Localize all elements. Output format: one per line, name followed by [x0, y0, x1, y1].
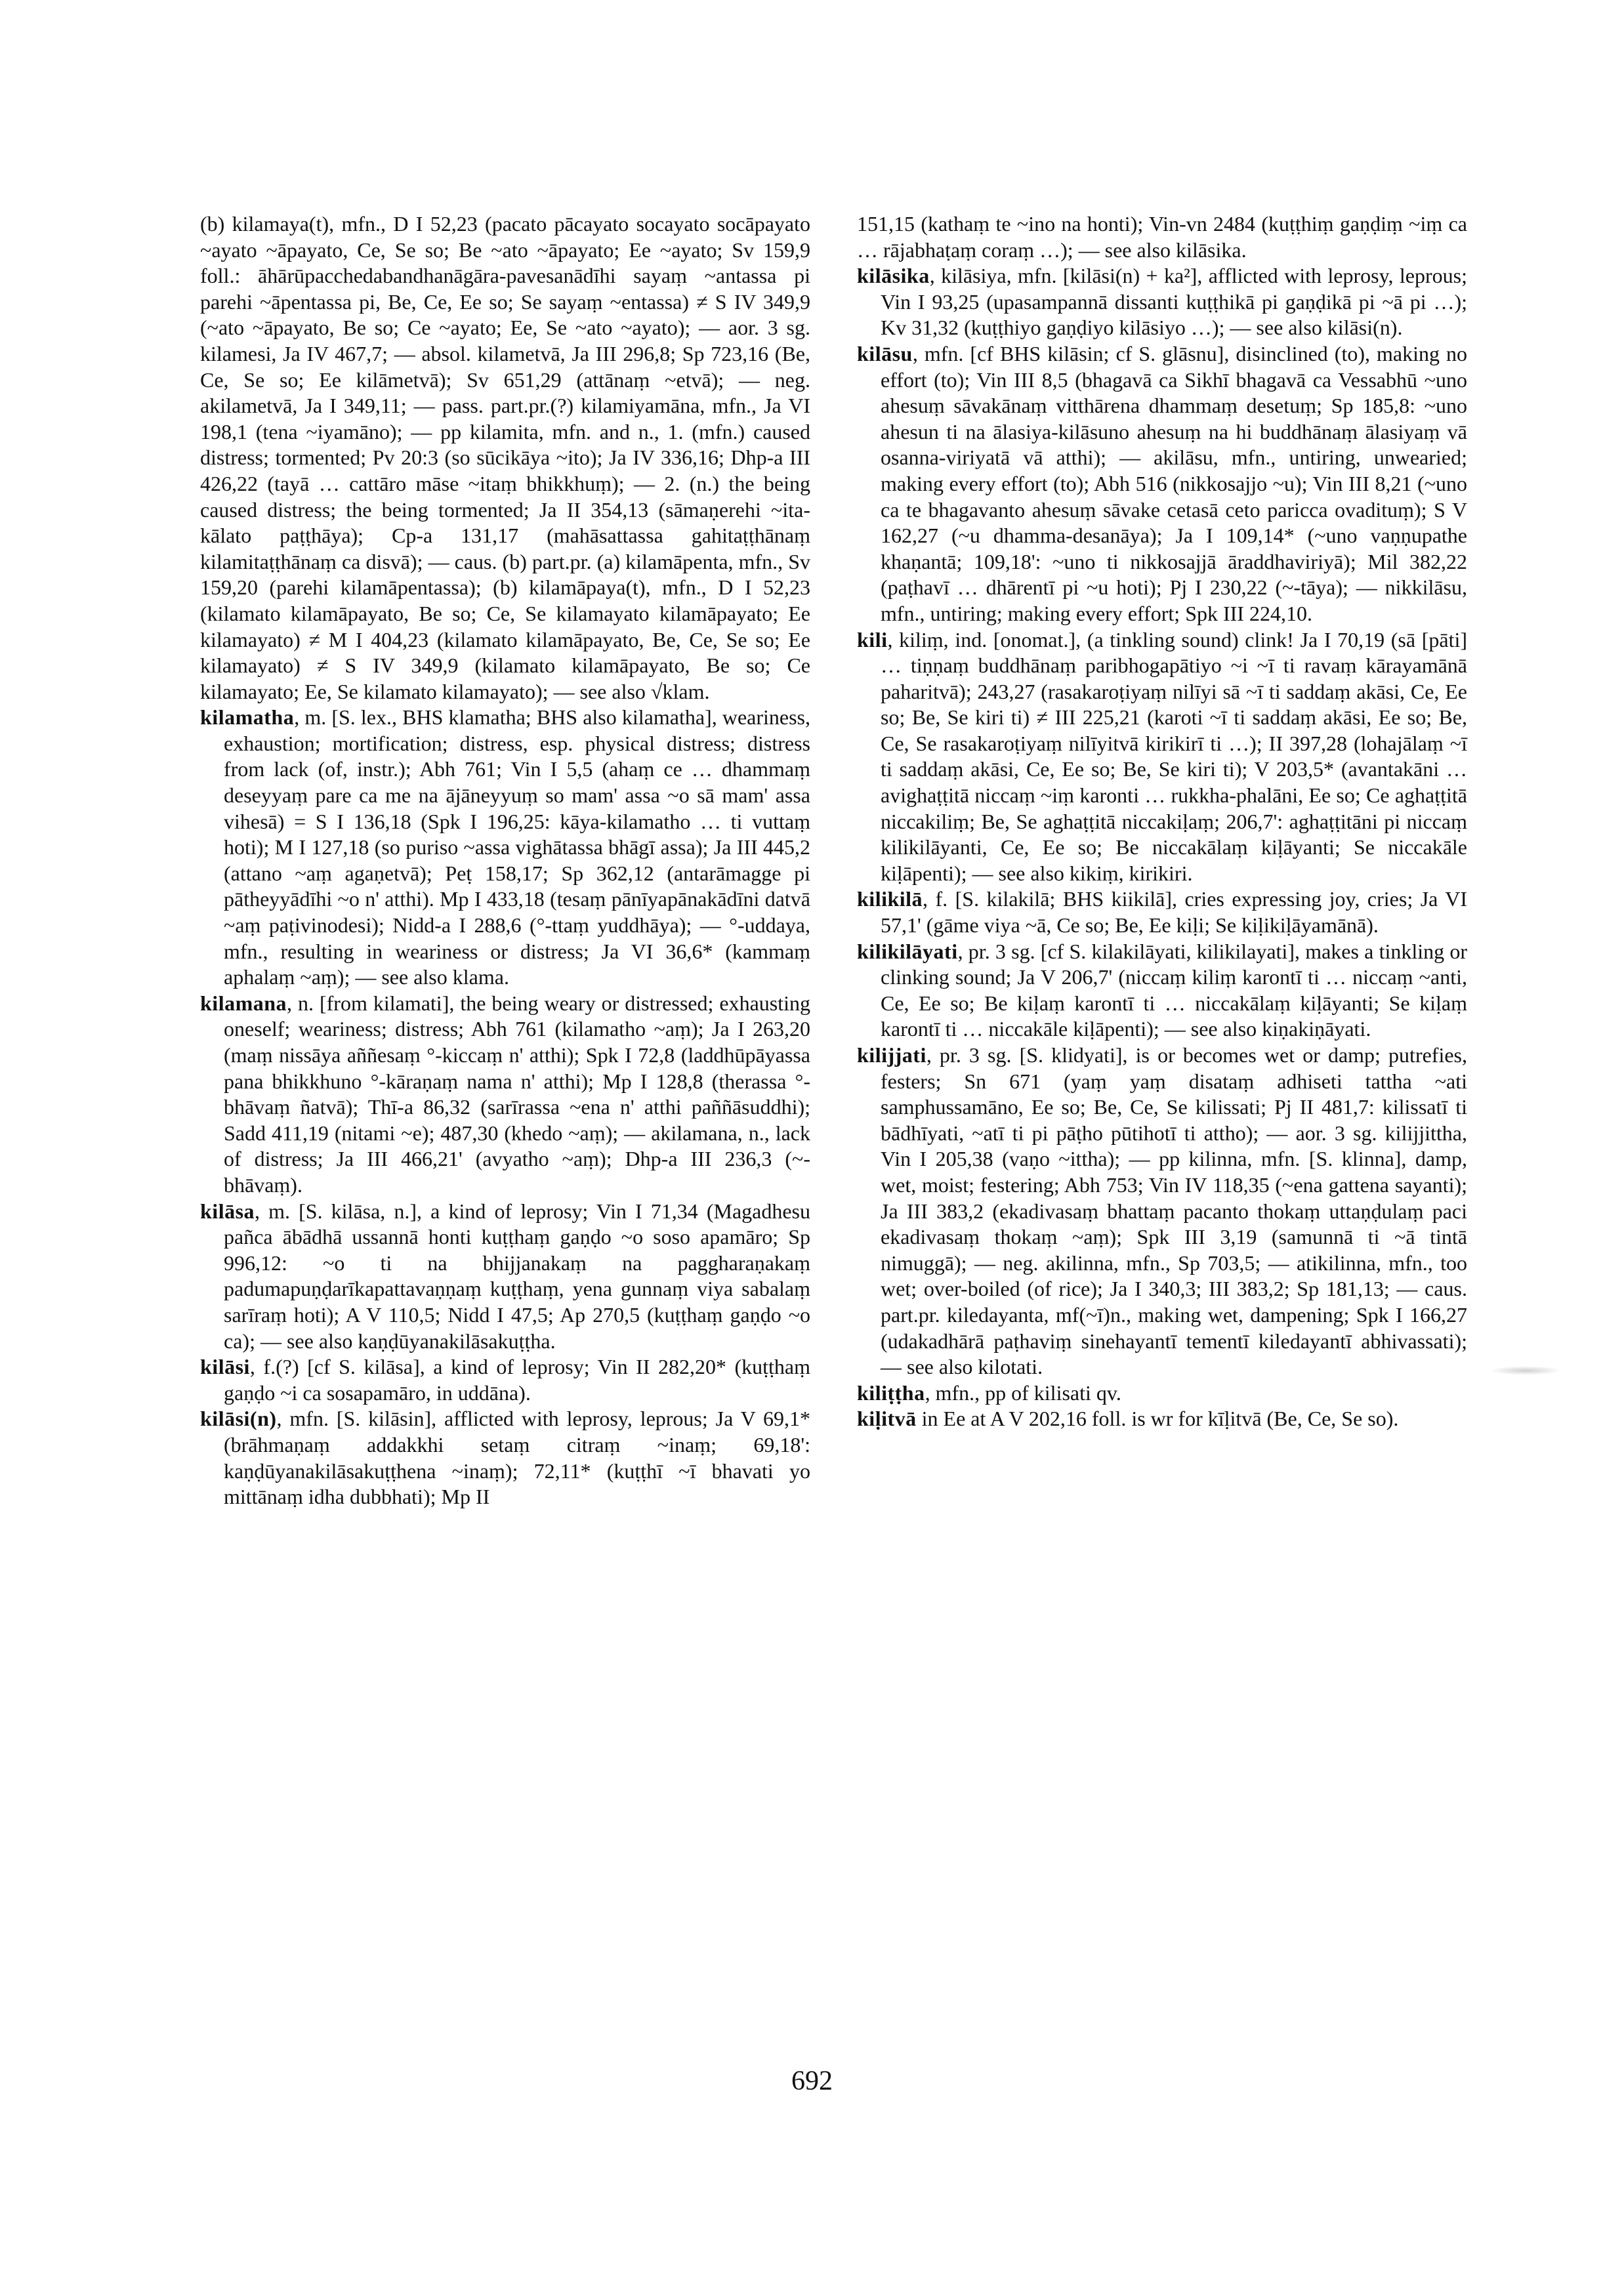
dictionary-entry: [857, 627, 1467, 887]
entry-headword: kilāsi: [200, 1355, 250, 1379]
entry-body: , kilāsiya, mfn. [kilāsi(n) + ka²], afflicted with leprosy, leprous; Vin I 93,25 (upasampannā dissanti kuṭṭhikā pi gaṇḍikā pi ~ā pi …); Kv 31,32 (kuṭṭhiyo gaṇḍiyo kilāsiyo …); — see also kilāsi(n).: [881, 264, 1467, 340]
dictionary-entry: [857, 1380, 1467, 1407]
scan-smudge: [1489, 1366, 1562, 1375]
dictionary-entry: [200, 1199, 810, 1355]
entry-body: , kiliṃ, ind. [onomat.], (a tinkling sound) clink! Ja I 70,19 (sā [pāti] … tiṇṇaṃ buddhānaṃ paribhogapātiyo ~i ~ī ti ravaṃ kārayamānā paharitvā); 243,27 (rasakaroṭiyaṃ nilīyi sā ~ī ti saddaṃ akāsi, Ce, Ee so; Be, Se kiri ti) ≠ III 225,21 (karoti ~ī ti saddaṃ akāsi, Ee so; Be, Ce, Se rasakaroṭiyaṃ nilīyitvā kirikirī ti …); II 397,28 (lohajālaṃ ~ī ti saddaṃ akāsi, Ce, Ee so; Be, Se kiri ti); V 203,5* (avantakāni … avighaṭṭitā niccaṃ ~iṃ karonti … rukkha-phalāni, Ee so; Ce aghaṭṭitā niccakiliṃ; Be, Se aghaṭṭitā niccakiḷaṃ; 206,7': aghaṭṭitāni pi niccaṃ kilikilāyanti, Ce, Ee so; Be niccakālaṃ kiḷāyanti; Se niccakāle kiḷāpenti); — see also kikiṃ, kirikiri.: [881, 627, 1467, 885]
entry-headword: kilāsi(n): [200, 1407, 277, 1431]
dictionary-entry: [200, 1354, 810, 1406]
dictionary-entry: [857, 886, 1467, 938]
entry-headword: kiliṭṭha: [857, 1380, 925, 1405]
entry-body: , f. [S. kilakilā; BHS kiikilā], cries expressing joy, cries; Ja VI 57,1' (gāme viya ~ā, Ce so; Be, Ee kiḷi; Se kiḷikiḷāyamānā).: [881, 887, 1467, 938]
entry-body: , m. [S. lex., BHS klamatha; BHS also kilamatha], weariness, exhaustion; mortification; distress, esp. physical distress; distress from lack (of, instr.); Abh 761; Vin I 5,5 (ahaṃ ce … dhammaṃ deseyyaṃ pare ca me na ājāneyyuṃ so mam' assa ~o sā mam' assa vihesā) = S I 136,18 (Spk I 196,25: kāya-kilamatho … ti vuttaṃ hoti); M I 127,18 (so puriso ~assa vighātassa bhāgī assa); Ja III 445,2 (attano ~aṃ agaṇetvā); Peṭ 158,17; Sp 362,12 (antarāmagge pi pātheyyādīhi ~o n' atthi). Mp I 433,18 (tesaṃ pānīyapānakādīni datvā ~aṃ paṭivinodesi); Nidd-a I 288,6 (°-ttaṃ yuddhāya); — °-uddaya, mfn., resulting in weariness or distress; Ja VI 36,6* (kammaṃ aphalaṃ ~aṃ); — see also klama.: [224, 705, 810, 989]
entry-headword: kilāsika: [857, 264, 930, 288]
dictionary-entry: [857, 341, 1467, 627]
entry-body: , mfn., pp of kilisati qv.: [925, 1380, 1121, 1405]
entry-headword: kili: [857, 627, 888, 651]
entry-body: , n. [from kilamati], the being weary or distressed; exhausting oneself; weariness; distress; Abh 761 (kilamatho ~aṃ); Ja I 263,20 (maṃ nissāya aññesaṃ °-kiccaṃ n' atthi); Spk I 72,8 (laddhūpāyassa pana bhikkhuno °-kāraṇaṃ nama n' atthi); Mp I 128,8 (therassa °-bhāvaṃ ñatvā); Thī-a 86,32 (sarīrassa ~ena n' atthi paññāsuddhi); Sadd 411,19 (nitami ~e); 487,30 (khedo ~aṃ); — akilamana, n., lack of distress; Ja III 466,21' (avyatho ~aṃ); Dhp-a III 236,3 (~-bhāvaṃ).: [224, 991, 810, 1197]
dictionary-entry: [857, 1043, 1467, 1380]
entry-headword: kilāsu: [857, 341, 913, 365]
dictionary-entry: [200, 1406, 810, 1510]
entry-body: , pr. 3 sg. [cf S. kilakilāyati, kilikilayati], makes a tinkling or clinking sound; Ja V 206,7' (niccaṃ kiliṃ karontī ti … niccaṃ ~anti, Ce, Ee so; Be kiḷaṃ karontī ti … niccakālaṃ kiḷāyanti; Se kiḷaṃ karontī ti … niccakāle kiḷāpenti); — see also kiṇakiṇāyati.: [881, 939, 1467, 1041]
dictionary-entry: [857, 939, 1467, 1043]
entry-body: , m. [S. kilāsa, n.], a kind of leprosy; Vin I 71,34 (Magadhesu pañca ābādhā ussannā honti kuṭṭhaṃ gaṇḍo ~o soso apamāro; Sp 996,12: ~o ti na bhijjanakaṃ na paggharaṇakaṃ padumapuṇḍarīkapattavaṇṇaṃ kuṭṭhaṃ, yena gunnaṃ viya sabalaṃ sarīraṃ hoti); A V 110,5; Nidd I 47,5; Ap 270,5 (kuṭṭhaṃ gaṇḍo ~o ca); — see also kaṇḍūyanakilāsakuṭṭha.: [224, 1199, 810, 1353]
entry-headword: kilamana: [200, 991, 287, 1015]
entry-continuation: [200, 211, 810, 705]
right-column: [857, 211, 1467, 1432]
entry-headword: kilikilā: [857, 887, 923, 911]
dictionary-entry: [857, 263, 1467, 341]
entry-body: , mfn. [S. kilāsin], afflicted with leprosy, leprous; Ja V 69,1* (brāhmaṇaṃ addakkhi setaṃ citraṃ ~inaṃ; 69,18': kaṇḍūyanakilāsakuṭṭhena ~inaṃ); 72,11* (kuṭṭhī ~ī bhavati yo mittānaṃ idha dubbhati); Mp II: [224, 1407, 810, 1509]
entry-headword: kilijjati: [857, 1043, 927, 1067]
entry-body: , mfn. [cf BHS kilāsin; cf S. glāsnu], disinclined (to), making no effort (to); Vin III 8,5 (bhagavā ca Sikhī bhagavā ca Vessabhū ~uno ahesuṃ sāvakānaṃ vitthārena dhammaṃ desetuṃ; Sp 185,8: ~uno ahesun ti na ālasiya-kilāsuno ahesuṃ na hi buddhānaṃ ālasiyaṃ vā osanna-viriyatā vā atthi); — akilāsu, mfn., untiring, unwearied; making every effort (to); Abh 516 (nikkosajjo ~u); Vin III 8,21 (~uno ca te bhagavanto ahesuṃ sāvake cetasā ceto paricca ovadituṃ); S V 162,27 (~u dhamma-desanāya); Ja I 109,14* (~uno vaṇṇupathe khaṇantā; 109,18': ~uno ti nikkosajjā āraddhaviriyā); Mil 382,22 (paṭhavī … dhārentī pi ~u hoti); Pj I 230,22 (~-tāya); — nikkilāsu, mfn., untiring; making every effort; Spk III 224,10.: [881, 341, 1467, 625]
dictionary-entry: [200, 991, 810, 1199]
entry-headword: kilamatha: [200, 705, 295, 730]
entry-body: (b) kilamaya(t), mfn., D I 52,23 (pacato pācayato socayato socāpayato ~ayato ~āpayato, Ce, Se so; Be ~ato ~āpayato; Ee ~ayato; Sv 159,9 foll.: āhārūpacchedabandhanāgāra-pavesanādīhi sayaṃ ~antassa pi parehi ~āpentassa pi, Be, Ce, Ee so; Se sayaṃ ~entassa) ≠ S IV 349,9 (~ato ~āpayato, Be so; Ce ~ayato; Ee, Se ~ato ~ayato); — aor. 3 sg. kilamesi, Ja IV 467,7; — absol. kilametvā, Ja III 296,8; Sp 723,16 (Be, Ce, Se so; Ee kilāmetvā); Sv 651,29 (attānaṃ ~etvā); — neg. akilametvā, Ja I 349,11; — pass. part.pr.(?) kilamiyamāna, mfn., Ja VI 198,1 (tena ~iyamāno); — pp kilamita, mfn. and n., 1. (mfn.) caused distress; tormented; Pv 20:3 (so sūcikāya ~ito); Ja IV 336,16; Dhp-a III 426,22 (tayā … cattāro māse ~itaṃ bhikkhuṃ); — 2. (n.) the being caused distress; the being tormented; Ja II 354,13 (sāmaṇerehi ~ita-kālato paṭṭhāya); Cp-a 131,17 (mahāsattassa gahitaṭṭhānaṃ kilamitaṭṭhānaṃ ca disvā); — caus. (b) part.pr. (a) kilamāpenta, mfn., Sv 159,20 (parehi kilamāpentassa); (b) kilamāpaya(t), mfn., D I 52,23 (kilamato kilamāpayato, Be so; Ce, Se kilamayato kilamāpayato; Ee kilamayato) ≠ M I 404,23 (kilamato kilamāpayato, Be, Ce, Se so; Ee kilamayato) ≠ S IV 349,9 (kilamato kilamāpayato, Be so; Ce kilamayato; Ee, Se kilamato kilamayato); — see also √klam.: [200, 212, 810, 703]
dictionary-entry: [857, 1406, 1467, 1432]
entry-body: 151,15 (kathaṃ te ~ino na honti); Vin-vn 2484 (kuṭṭhiṃ gaṇḍiṃ ~iṃ ca … rājabhaṭaṃ coraṃ …); — see also kilāsika.: [857, 212, 1467, 262]
entry-body: in Ee at A V 202,16 foll. is wr for kīḷitvā (Be, Ce, Se so).: [916, 1407, 1399, 1431]
entry-continuation: [857, 211, 1467, 263]
entry-headword: kiḷitvā: [857, 1407, 917, 1431]
entry-body: , pr. 3 sg. [S. klidyati], is or becomes wet or damp; putrefies, festers; Sn 671 (yaṃ yaṃ disataṃ adhiseti tattha ~ati samphussamāno, Ee so; Be, Ce, Se kilissati; Pj II 481,7: kilissatī ti bādhīyati, ~atī ti pi pāṭho pūtihotī ti attho); — aor. 3 sg. kilijjittha, Vin I 205,38 (vaṇo ~ittha); — pp kilinna, mfn. [S. klinna], damp, wet, moist; festering; Abh 753; Vin IV 118,35 (~ena gattena sayanti); Ja III 383,2 (ekadivasaṃ bhattaṃ pacanto thokaṃ uttaṇḍulaṃ paci ekadivasaṃ thokaṃ ~aṃ); Spk III 3,19 (samunnā ti ~ā tintā nimuggā); — neg. akilinna, mfn., Sp 703,5; — atikilinna, mfn., too wet; over-boiled (of rice); Ja I 340,3; III 383,2; Sp 181,13; — caus. part.pr. kiledayanta, mf(~ī)n., making wet, dampening; Spk I 166,27 (udakadhārā paṭhaviṃ sinehayantī tementī kiledayantī abhivassati); — see also kilotati.: [881, 1043, 1467, 1379]
page-number: 692: [791, 2066, 833, 2096]
dictionary-entry: [200, 705, 810, 991]
left-column: [200, 211, 810, 1510]
entry-headword: kilikilāyati: [857, 939, 958, 963]
entry-body: , f.(?) [cf S. kilāsa], a kind of leprosy; Vin II 282,20* (kuṭṭhaṃ gaṇḍo ~i ca sosapamāro, in uddāna).: [224, 1355, 810, 1405]
entry-headword: kilāsa: [200, 1199, 255, 1223]
